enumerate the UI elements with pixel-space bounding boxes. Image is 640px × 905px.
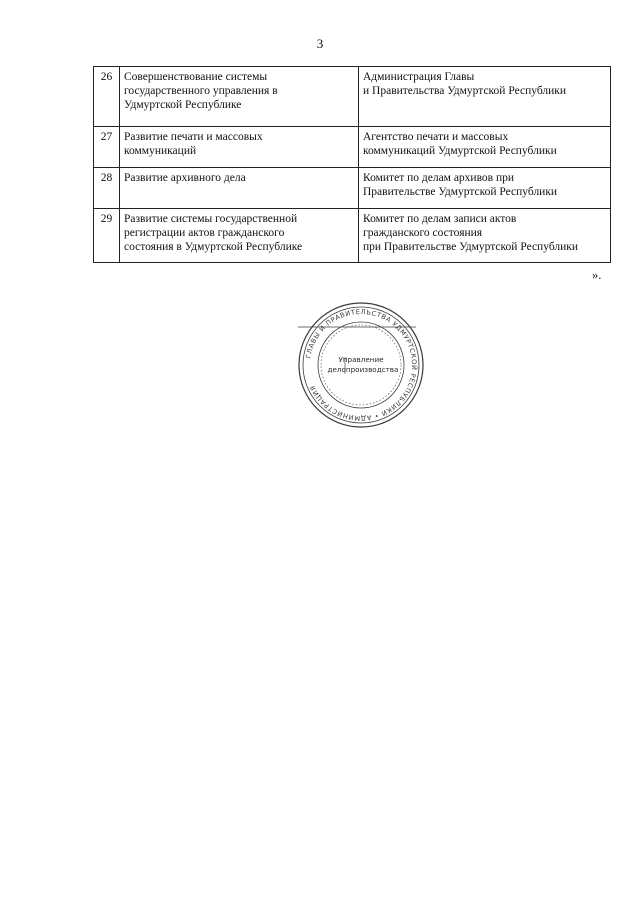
seal-icon bbox=[296, 300, 426, 430]
text-line: Развитие архивного дела bbox=[124, 172, 246, 184]
text-line: при Правительстве Удмуртской Республики bbox=[363, 241, 579, 253]
text-line: коммуникаций Удмуртской Республики bbox=[363, 145, 557, 157]
text-line: Комитет по делам архивов при bbox=[363, 172, 515, 184]
seal-center-line-1: Управление bbox=[338, 355, 384, 364]
official-seal bbox=[296, 300, 426, 430]
text-line: Совершенствование системы bbox=[124, 71, 268, 83]
text-line: и Правительства Удмуртской Республики bbox=[363, 85, 567, 97]
text-line: гражданского состояния bbox=[363, 227, 483, 239]
text-line: Развитие системы государственной bbox=[124, 213, 298, 225]
text-line: Комитет по делам записи актов bbox=[363, 213, 517, 225]
responsible-body bbox=[359, 209, 611, 263]
row-number: 29 bbox=[94, 209, 120, 263]
responsible-body bbox=[359, 127, 611, 168]
text-line: регистрации актов гражданского bbox=[124, 227, 285, 239]
responsible-body bbox=[359, 67, 611, 127]
row-number: 27 bbox=[94, 127, 120, 168]
text-line: Администрация Главы bbox=[363, 71, 475, 83]
text-line: Удмуртской Республике bbox=[124, 99, 242, 111]
program-name bbox=[120, 209, 359, 263]
text-line: Правительстве Удмуртской Республики bbox=[363, 186, 558, 198]
text-line: Агентство печати и массовых bbox=[363, 131, 509, 143]
page-number: 3 bbox=[316, 36, 324, 51]
closing-quote-mark: ». bbox=[592, 268, 602, 282]
programs-table bbox=[93, 66, 611, 263]
program-name bbox=[120, 168, 359, 209]
text-line: состояния в Удмуртской Республике bbox=[124, 241, 303, 253]
table-row bbox=[94, 67, 611, 127]
row-number: 26 bbox=[94, 67, 120, 127]
text-line: коммуникаций bbox=[124, 145, 197, 157]
table-row bbox=[94, 209, 611, 263]
seal-center-line-2: делопроизводства bbox=[327, 365, 399, 374]
text-line: государственного управления в bbox=[124, 85, 278, 97]
program-name bbox=[120, 127, 359, 168]
program-name bbox=[120, 67, 359, 127]
seal-ring-text: ГЛАВЫ И ПРАВИТЕЛЬСТВА УДМУРТСКОЙ РЕСПУБЛИКИ • АДМИНИСТРАЦИЯ bbox=[304, 307, 419, 423]
row-number: 28 bbox=[94, 168, 120, 209]
table-row bbox=[94, 127, 611, 168]
responsible-body bbox=[359, 168, 611, 209]
text-line: Развитие печати и массовых bbox=[124, 131, 263, 143]
table-row bbox=[94, 168, 611, 209]
